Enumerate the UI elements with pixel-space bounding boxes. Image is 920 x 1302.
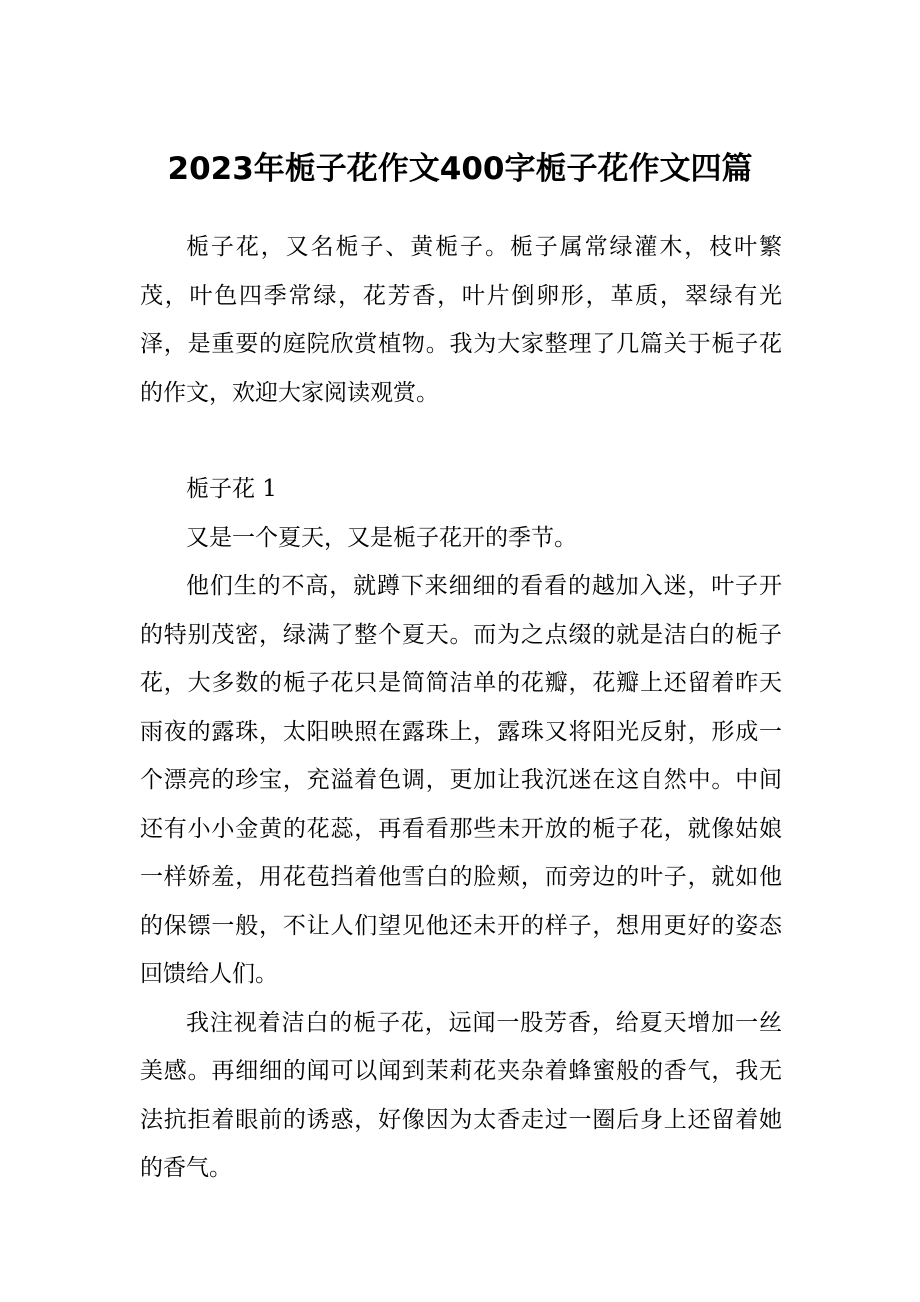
body-paragraph-2: 他们生的不高，就蹲下来细细的看看的越加入迷，叶子开的特别茂密，绿满了整个夏天。而为之点缀的就是洁白的栀子花，大多数的栀子花只是简简洁单的花瓣，花瓣上还留着昨天雨夜的露珠，太阳映照在露珠上，露珠又将阳光反射，形成一个漂亮的珍宝，充溢着色调，更加让我沉迷在这自然中。中间还有小小金黄的花蕊，再看看那些未开放的栀子花，就像姑娘一样娇羞，用花苞挡着他雪白的脸颊，而旁边的叶子，就如他的保镖一般，不让人们望见他还未开的样子，想用更好的姿态回馈给人们。 [140,573,782,987]
section-spacer [140,417,782,465]
intro-paragraph: 栀子花，又名栀子、黄栀子。栀子属常绿灌木，枝叶繁茂，叶色四季常绿，花芳香，叶片倒卵形，革质，翠绿有光泽，是重要的庭院欣赏植物。我为大家整理了几篇关于栀子花的作文，欢迎大家阅读观赏。 [140,234,782,406]
document-title: 2023年栀子花作文400字栀子花作文四篇 [167,151,753,187]
section-heading: 栀子花 1 [186,476,277,502]
body-paragraph-1: 又是一个夏天，又是栀子花开的季节。 [186,524,577,551]
body-paragraph-3: 我注视着洁白的栀子花，远闻一股芳香，给夏天增加一丝美感。再细细的闻可以闻到茉莉花夹杂着蜂蜜般的香气，我无法抗拒着眼前的诱惑，好像因为太香走过一圈后身上还留着她的香气。 [140,1009,782,1181]
document-body [140,223,782,1193]
